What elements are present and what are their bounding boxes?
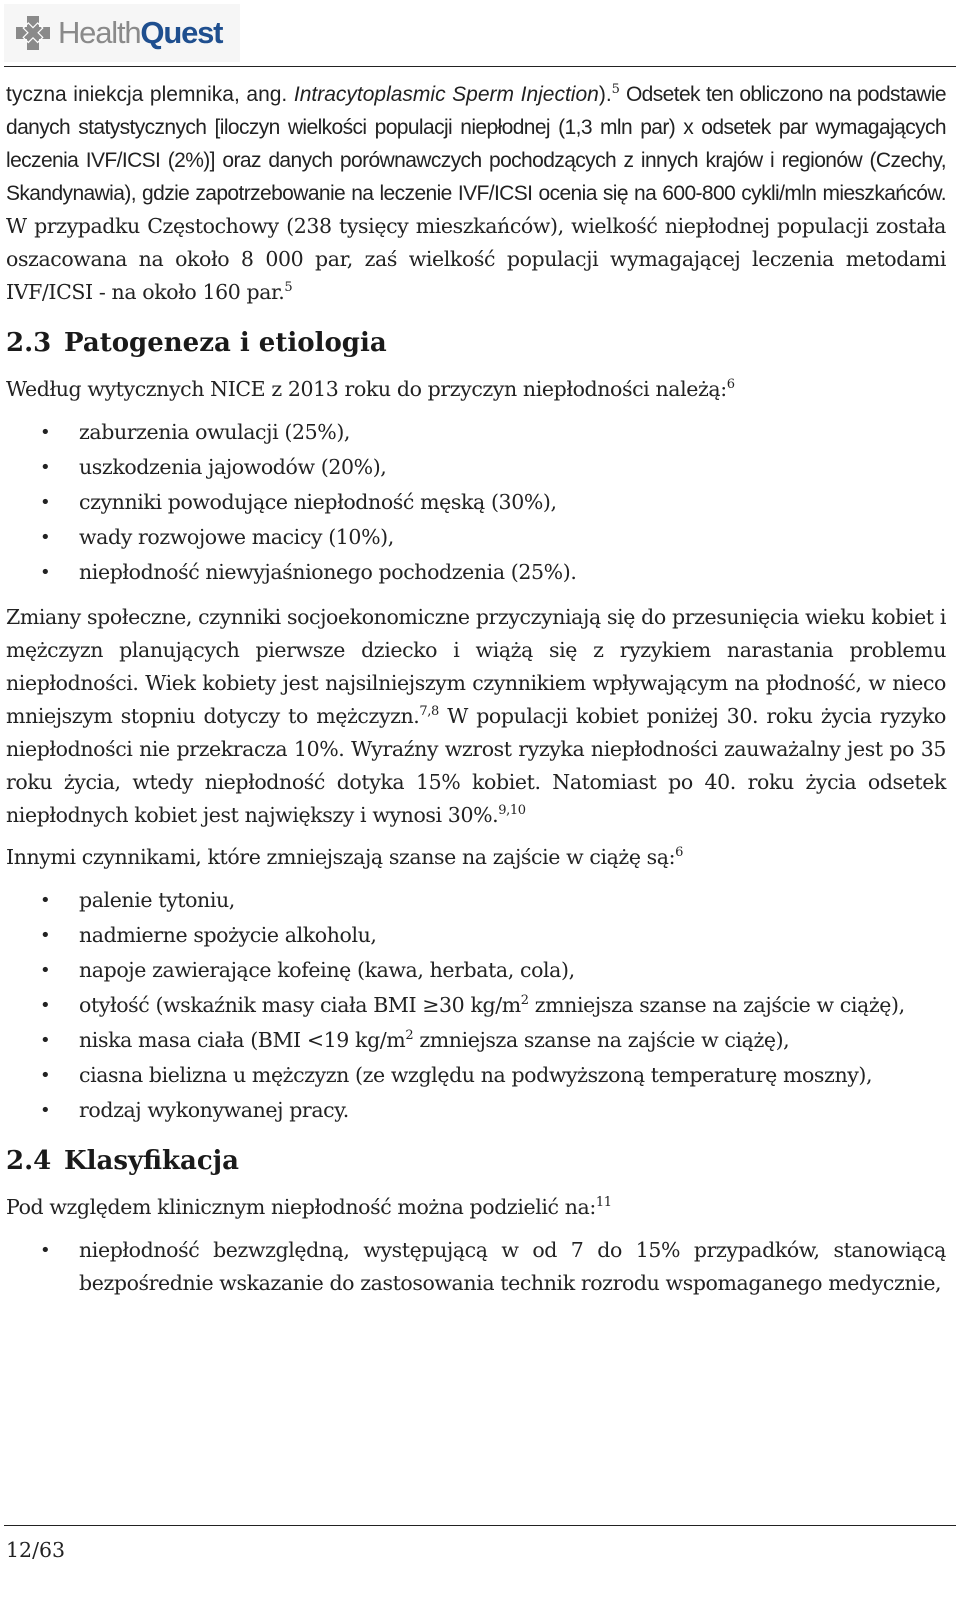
- intro-line1: tyczna iniekcja plemnika, ang.: [6, 83, 294, 106]
- classification-lead-ref: 11: [595, 1195, 612, 1210]
- obesity-sup: 2: [520, 993, 529, 1008]
- section-2-4-number: 2.4: [6, 1146, 52, 1176]
- list-item: • ciasna bielizna u mężczyzn (ze względu na podwyższoną temperaturę moszny),: [6, 1059, 946, 1092]
- age-text-a: Zmiany społeczne, czynniki socjoekonomiczne przyczyniają się do przesunięcia wieku kobiet i mężczyzn planujących pierwsze dziecko i wiążą się z ryzykiem narastania problemu niepłodności. Wiek kobiety jest najsilniejszym czynnikiem wpływającym na płodność, w nieco mniejszym stopniu dotyczy to mężczyzn.: [6, 605, 946, 728]
- intro-ref-2: 5: [284, 280, 293, 295]
- logo-text-quest: Quest: [140, 15, 223, 50]
- factors-lead-ref: 6: [675, 845, 684, 860]
- low-weight-text-a: niska masa ciała (BMI <19 kg/m: [79, 1028, 406, 1052]
- low-weight-sup: 2: [405, 1028, 414, 1043]
- list-item: [6, 989, 946, 1022]
- section-2-3-lead: [6, 373, 946, 406]
- list-item: • napoje zawierające kofeinę (kawa, herbata, cola),: [6, 954, 946, 987]
- list-item: • wady rozwojowe macicy (10%),: [6, 521, 946, 554]
- section-2-4-lead: [6, 1191, 946, 1224]
- obesity-text-b: zmniejsza szanse na zajście w ciążę),: [528, 993, 905, 1017]
- intro-sans-text: Odsetek ten obliczono na podstawie danych statystycznych [iloczyn wielkości populacji niepłodnej (1,3 mln par) x odsetek par wymagających leczenia IVF/ICSI (2%)] oraz danych porównawczych pochodzących z innych krajów i regionów (Czechy, Skandynawia), gdzie zapotrzebowanie na leczenie IVF/ICSI ocenia się na 600-800 cykli/mln mieszkańców.: [6, 83, 946, 205]
- logo-wordmark: [58, 15, 222, 51]
- section-2-3-title: Patogeneza i etiologia: [64, 328, 387, 358]
- list-item: • zaburzenia owulacji (25%),: [6, 416, 946, 449]
- lead-text: Według wytycznych NICE z 2013 roku do przyczyn niepłodności należą:: [6, 377, 727, 401]
- classification-lead-text: Pod względem klinicznym niepłodność można podzielić na:: [6, 1195, 596, 1219]
- causes-list: [6, 416, 946, 589]
- age-text-b: W populacji kobiet poniżej 30. roku życia ryzyko niepłodności nie przekracza 10%. Wyraźny wzrost ryzyka niepłodności zauważalny jest po 35 roku życia, wtedy niepłodność dotyka 15% kobiet. Natomiast po 40. roku życia odsetek niepłodnych kobiet jest największy i wynosi 30%.: [6, 704, 946, 827]
- intro-serif-text: W przypadku Częstochowy (238 tysięcy mieszkańców), wielkość niepłodnej populacji została oszacowana na około 8 000 par, zaś wielkość populacji wymagającej leczenia metodami IVF/ICSI - na około 160 par.: [6, 214, 946, 304]
- section-2-3-heading: [6, 323, 946, 363]
- list-item: • nadmierne spożycie alkoholu,: [6, 919, 946, 952]
- list-item: • uszkodzenia jajowodów (20%),: [6, 451, 946, 484]
- page-number: 12/63: [6, 1538, 66, 1562]
- list-item: • rodzaj wykonywanej pracy.: [6, 1094, 946, 1127]
- section-2-3-number: 2.3: [6, 328, 52, 358]
- intro-ref-1: 5: [611, 82, 620, 97]
- age-ref-a: 7,8: [419, 704, 439, 719]
- cross-logo-icon: [10, 10, 56, 56]
- section-2-4-heading: [6, 1141, 946, 1181]
- factors-list: [6, 884, 946, 1127]
- list-item: • niepłodność niewyjaśnionego pochodzenia (25%).: [6, 556, 946, 589]
- age-paragraph: [6, 601, 946, 832]
- age-ref-b: 9,10: [498, 803, 526, 818]
- footer-divider: [4, 1525, 956, 1526]
- classification-list: [6, 1234, 946, 1300]
- factors-lead-text: Innymi czynnikami, które zmniejszają szanse na zajście w ciążę są:: [6, 845, 676, 869]
- list-item: • palenie tytoniu,: [6, 884, 946, 917]
- logo-text-health: Health: [58, 15, 141, 50]
- healthquest-logo: [4, 4, 240, 62]
- low-weight-text-b: zmniejsza szanse na zajście w ciążę),: [413, 1028, 790, 1052]
- section-2-4-title: Klasyfikacja: [64, 1146, 239, 1176]
- lead-ref: 6: [726, 377, 735, 392]
- intro-paragraph: [6, 78, 946, 309]
- list-item: • czynniki powodujące niepłodność męską (30%),: [6, 486, 946, 519]
- list-item: [6, 1024, 946, 1057]
- factors-lead: [6, 841, 946, 874]
- intro-icsi-term: Intracytoplasmic Sperm Injection: [293, 83, 599, 106]
- document-body: [6, 78, 946, 1312]
- list-item: • niepłodność bezwzględną, występującą w od 7 do 15% przypadków, stanowiącą bezpośrednie wskazanie do zastosowania technik rozrodu wspomaganego medycznie,: [6, 1234, 946, 1300]
- intro-line1-end: ).: [598, 83, 612, 106]
- obesity-text-a: otyłość (wskaźnik masy ciała BMI ≥30 kg/m: [79, 993, 521, 1017]
- header-divider: [4, 66, 956, 67]
